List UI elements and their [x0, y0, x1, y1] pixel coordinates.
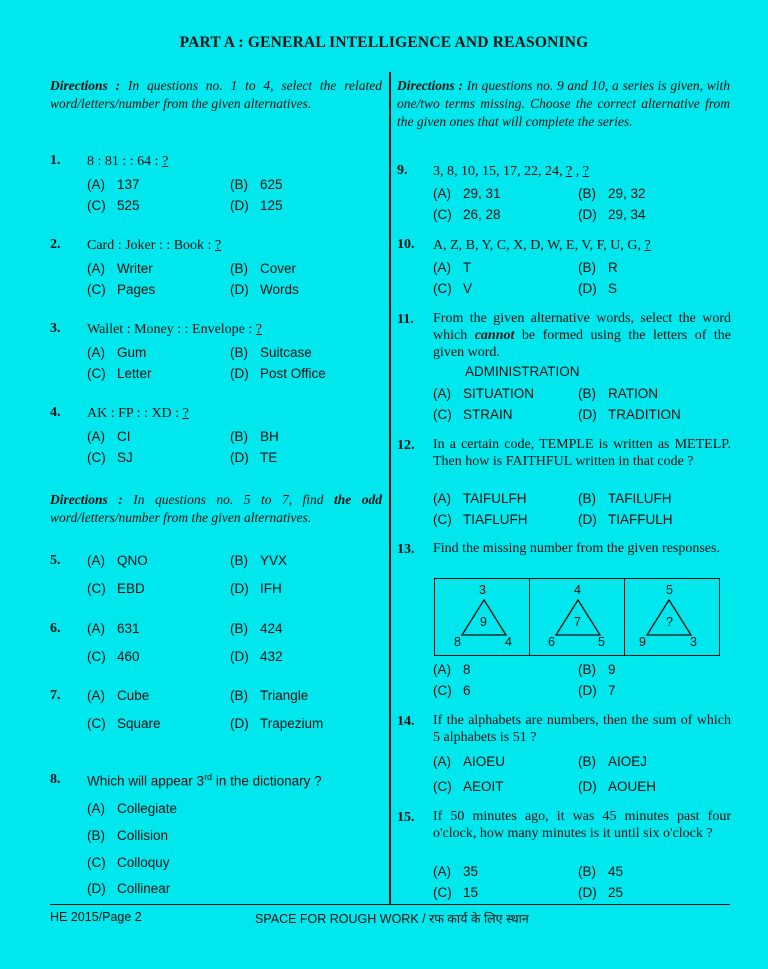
option-text: 460: [117, 649, 140, 664]
option-text: Colloquy: [117, 855, 170, 870]
option-label: (A): [433, 754, 451, 769]
option-c[interactable]: [433, 407, 513, 422]
rough-work-label: SPACE FOR ROUGH WORK / रफ कार्य के लिए स्थान: [255, 912, 529, 926]
question-number: 14.: [397, 714, 415, 729]
question-text: [87, 772, 322, 789]
option-label: (D): [230, 198, 249, 213]
option-label: (A): [433, 491, 451, 506]
option-text: Collinear: [117, 881, 171, 896]
question-text: In a certain code, TEMPLE is written as METELP. Then how is FAITHFUL written in that code ?: [433, 437, 731, 469]
option-c[interactable]: [433, 885, 478, 900]
answer-blank: ?: [255, 322, 262, 337]
option-text: AIOEU: [463, 754, 506, 769]
option-c[interactable]: [87, 282, 155, 297]
option-label: (A): [433, 386, 451, 401]
option-a[interactable]: [433, 754, 505, 769]
option-label: (D): [578, 281, 597, 296]
option-label: (A): [87, 177, 105, 192]
triangle-figures: [434, 578, 720, 656]
answer-blank: ?: [582, 164, 589, 179]
option-label: (C): [87, 198, 106, 213]
option-label: (D): [578, 207, 597, 222]
question-text: [433, 237, 651, 254]
option-label: (B): [230, 177, 248, 192]
option-d[interactable]: [230, 450, 277, 465]
option-text: Square: [117, 716, 161, 731]
option-a[interactable]: [433, 186, 501, 201]
option-c[interactable]: [87, 366, 152, 381]
option-b[interactable]: [230, 688, 308, 703]
option-text: 29, 32: [608, 186, 646, 201]
option-text: IFH: [260, 581, 282, 596]
option-label: (D): [578, 407, 597, 422]
option-label: (A): [87, 688, 105, 703]
option-c[interactable]: [433, 281, 472, 296]
option-text: TIAFFULH: [608, 512, 673, 527]
option-text: 125: [260, 198, 283, 213]
option-text: T: [463, 260, 472, 275]
option-a[interactable]: [87, 261, 153, 276]
option-label: (B): [230, 553, 248, 568]
option-text: V: [463, 281, 473, 296]
option-text: STRAIN: [463, 407, 513, 422]
option-text: 45: [608, 864, 624, 879]
figure-left-number: 6: [548, 635, 555, 649]
question-text: [87, 405, 189, 422]
option-text: Cover: [260, 261, 297, 276]
figure-2: [530, 579, 625, 655]
footer-rule: [50, 904, 730, 905]
option-text: TRADITION: [608, 407, 681, 422]
option-label: (B): [578, 662, 596, 677]
option-c[interactable]: [87, 716, 161, 731]
option-text: 25: [608, 885, 624, 900]
option-b[interactable]: [230, 621, 283, 636]
answer-blank: ?: [644, 238, 651, 253]
directions-label: Directions :: [50, 78, 121, 93]
option-text: TIAFLUFH: [463, 512, 528, 527]
directions-label: Directions :: [50, 492, 123, 507]
option-text: RATION: [608, 386, 658, 401]
option-label: (A): [433, 662, 451, 677]
option-c[interactable]: [433, 207, 501, 222]
option-b[interactable]: [578, 260, 618, 275]
question-number: 10.: [397, 237, 415, 252]
option-label: (B): [87, 828, 105, 843]
option-d[interactable]: [578, 407, 681, 422]
question-number: 1.: [50, 153, 61, 168]
option-text: 29, 31: [463, 186, 501, 201]
question-number: 3.: [50, 321, 61, 336]
question-number: 6.: [50, 621, 61, 636]
option-text: 8: [463, 662, 471, 677]
question-number: 4.: [50, 405, 61, 420]
option-label: (C): [87, 282, 106, 297]
option-b[interactable]: [230, 553, 287, 568]
option-label: (D): [578, 885, 597, 900]
option-label: (B): [230, 621, 248, 636]
directions-text: In questions no. 9 and 10, a series is given, with one/two terms missing. Choose the correct alternative from the given ones that will complete the series.: [397, 78, 730, 129]
option-a[interactable]: [433, 864, 478, 879]
option-label: (B): [578, 754, 596, 769]
option-label: (B): [578, 260, 596, 275]
answer-blank: ?: [566, 164, 573, 179]
question-stem: AK : FP : : XD :: [87, 406, 183, 421]
option-b[interactable]: [578, 491, 672, 506]
option-text: Trapezium: [260, 716, 324, 731]
question-stem: be formed using the letters of the given word.: [433, 328, 731, 360]
option-text: 29, 34: [608, 207, 646, 222]
question-number: 12.: [397, 438, 415, 453]
option-b[interactable]: [230, 429, 279, 444]
option-text: YVX: [260, 553, 288, 568]
answer-blank: ?: [182, 406, 189, 421]
option-d[interactable]: [230, 649, 283, 664]
figure-1: [435, 579, 530, 655]
question-number: 7.: [50, 688, 61, 703]
figure-center-number: 9: [480, 615, 487, 629]
option-b[interactable]: [230, 177, 283, 192]
option-b[interactable]: [230, 345, 312, 360]
option-label: (C): [433, 779, 452, 794]
option-label: (A): [87, 553, 105, 568]
option-label: (D): [230, 716, 249, 731]
option-label: (B): [578, 864, 596, 879]
option-text: SITUATION: [463, 386, 535, 401]
figure-left-number: 8: [454, 635, 461, 649]
option-label: (A): [87, 621, 105, 636]
option-label: (D): [230, 581, 249, 596]
option-a[interactable]: [433, 386, 534, 401]
option-label: (D): [230, 366, 249, 381]
option-text: 9: [608, 662, 616, 677]
question-text: Find the missing number from the given responses.: [433, 541, 720, 556]
option-text: 7: [608, 683, 616, 698]
option-text: Collegiate: [117, 801, 178, 816]
directions-label: Directions :: [397, 78, 463, 93]
option-text: Words: [260, 282, 299, 297]
option-text: TAIFULFH: [463, 491, 527, 506]
option-text: Suitcase: [260, 345, 312, 360]
option-label: (B): [230, 261, 248, 276]
question-stem: Wallet : Money : : Envelope :: [87, 322, 256, 337]
option-text: Letter: [117, 366, 152, 381]
option-b[interactable]: [87, 828, 168, 843]
directions-q5-7: [50, 491, 382, 527]
option-b[interactable]: [230, 261, 296, 276]
option-a[interactable]: [433, 260, 471, 275]
option-label: (C): [87, 716, 106, 731]
option-text: Cube: [117, 688, 150, 703]
option-text: TE: [260, 450, 278, 465]
column-divider: [389, 72, 391, 904]
option-text: 15: [463, 885, 479, 900]
option-label: (A): [87, 801, 105, 816]
page-title: PART A : GENERAL INTELLIGENCE AND REASONING: [179, 34, 589, 51]
option-b[interactable]: [578, 864, 623, 879]
figure-3: [625, 579, 719, 655]
option-d[interactable]: [578, 207, 646, 222]
option-b[interactable]: [578, 186, 646, 201]
option-label: (B): [230, 429, 248, 444]
question-text: [87, 321, 262, 338]
question-number: 11.: [397, 312, 414, 327]
option-c[interactable]: [87, 198, 140, 213]
option-c[interactable]: [433, 779, 504, 794]
question-stem: From the given alternative words, select the word which: [433, 311, 731, 343]
option-label: (C): [433, 281, 452, 296]
figure-right-number: 3: [690, 635, 697, 649]
figure-top-number: 3: [479, 583, 486, 597]
option-a[interactable]: [87, 345, 146, 360]
question-text: [87, 153, 168, 170]
question-number: 5.: [50, 553, 61, 568]
figure-top-number: 4: [574, 583, 581, 597]
option-d[interactable]: [87, 881, 170, 896]
option-text: QNO: [117, 553, 148, 568]
option-c[interactable]: [87, 649, 140, 664]
option-label: (D): [230, 450, 249, 465]
option-a[interactable]: [87, 177, 140, 192]
option-label: (C): [87, 366, 106, 381]
figure-right-number: 4: [505, 635, 512, 649]
figure-left-number: 9: [639, 635, 646, 649]
option-a[interactable]: [87, 429, 131, 444]
option-text: CI: [117, 429, 131, 444]
option-b[interactable]: [578, 754, 647, 769]
option-label: (D): [578, 779, 597, 794]
question-number: 2.: [50, 237, 61, 252]
option-c[interactable]: [433, 512, 528, 527]
option-text: AIOEJ: [608, 754, 648, 769]
option-text: 26, 28: [463, 207, 501, 222]
option-label: (A): [433, 260, 451, 275]
option-label: (C): [87, 649, 106, 664]
option-text: R: [608, 260, 618, 275]
answer-blank: ?: [162, 154, 169, 169]
option-text: 625: [260, 177, 283, 192]
option-d[interactable]: [230, 581, 282, 596]
option-text: Triangle: [260, 688, 309, 703]
directions-text: word/letters/number from the given alternatives.: [50, 510, 312, 525]
question-stem: Card : Joker : : Book :: [87, 238, 215, 253]
directions-q1-4: [50, 77, 382, 113]
option-label: (B): [578, 386, 596, 401]
option-text: 424: [260, 621, 283, 636]
option-text: 631: [117, 621, 140, 636]
separator: ,: [572, 164, 583, 179]
directions-emphasis: the odd: [334, 492, 383, 507]
option-a[interactable]: [87, 688, 149, 703]
option-b[interactable]: [578, 386, 658, 401]
directions-q9-10: [397, 77, 730, 131]
option-d[interactable]: [578, 683, 616, 698]
option-text: S: [608, 281, 618, 296]
option-label: (B): [230, 345, 248, 360]
option-text: AOUEH: [608, 779, 657, 794]
option-text: SJ: [117, 450, 133, 465]
question-stem: 8 : 81 : : 64 :: [87, 154, 163, 169]
option-label: (D): [230, 649, 249, 664]
option-label: (C): [87, 581, 106, 596]
option-label: (A): [433, 186, 451, 201]
option-d[interactable]: [230, 282, 299, 297]
question-number: 13.: [397, 542, 415, 557]
option-label: (D): [230, 282, 249, 297]
option-b[interactable]: [578, 662, 616, 677]
question-text: If the alphabets are numbers, then the sum of which 5 alphabets is 51 ?: [433, 713, 731, 745]
directions-text: In questions no. 5 to 7, find: [133, 492, 335, 507]
option-d[interactable]: [230, 716, 323, 731]
question-emphasis: cannot: [474, 328, 515, 343]
question-stem: A, Z, B, Y, C, X, D, W, E, V, F, U, G,: [433, 238, 645, 253]
option-label: (C): [433, 683, 452, 698]
option-label: (C): [433, 207, 452, 222]
option-text: 432: [260, 649, 283, 664]
question-text: If 50 minutes ago, it was 45 minutes past four o'clock, how many minutes is it until six o'clock ?: [433, 809, 731, 841]
figure-center-number: 7: [574, 615, 581, 629]
option-label: (A): [87, 345, 105, 360]
question-number: 9.: [397, 163, 408, 178]
question-text: [433, 310, 731, 361]
figure-top-number: 5: [666, 583, 673, 597]
option-c[interactable]: [87, 450, 133, 465]
given-word: ADMINISTRATION: [465, 364, 580, 379]
option-a[interactable]: [433, 662, 471, 677]
option-label: (D): [578, 683, 597, 698]
option-text: Gum: [117, 345, 147, 360]
option-text: Pages: [117, 282, 156, 297]
question-stem: Which will appear 3: [87, 773, 205, 789]
page-footer-number: HE 2015/Page 2: [50, 910, 142, 924]
question-text: [433, 163, 589, 180]
question-stem: 3, 8, 10, 15, 17, 22, 24,: [433, 164, 566, 179]
option-text: Collision: [117, 828, 169, 843]
option-text: TAFILUFH: [608, 491, 672, 506]
option-label: (B): [578, 186, 596, 201]
option-text: 137: [117, 177, 140, 192]
option-text: AEOIT: [463, 779, 504, 794]
option-d[interactable]: [578, 779, 656, 794]
option-a[interactable]: [433, 491, 527, 506]
option-label: (C): [87, 855, 106, 870]
option-text: 35: [463, 864, 479, 879]
option-c[interactable]: [87, 855, 170, 870]
option-label: (B): [578, 491, 596, 506]
directions-text: In questions no. 1 to 4, select the related word/letters/number from the given alternatives.: [50, 78, 382, 111]
option-label: (A): [87, 261, 105, 276]
question-stem: in the dictionary ?: [212, 773, 322, 789]
option-c[interactable]: [433, 683, 471, 698]
ordinal-suffix: rd: [204, 772, 213, 782]
option-label: (C): [87, 450, 106, 465]
option-label: (B): [230, 688, 248, 703]
option-label: (A): [87, 429, 105, 444]
option-a[interactable]: [87, 801, 177, 816]
option-label: (C): [433, 512, 452, 527]
option-text: Post Office: [260, 366, 326, 381]
option-text: 525: [117, 198, 140, 213]
answer-blank: ?: [214, 238, 222, 253]
option-d[interactable]: [578, 281, 617, 296]
option-d[interactable]: [230, 198, 283, 213]
option-d[interactable]: [578, 885, 623, 900]
option-text: 6: [463, 683, 471, 698]
option-label: (C): [433, 885, 452, 900]
option-d[interactable]: [230, 366, 326, 381]
figure-center-number: ?: [666, 615, 673, 629]
figure-right-number: 5: [598, 635, 605, 649]
option-a[interactable]: [87, 621, 140, 636]
option-d[interactable]: [578, 512, 673, 527]
question-text: [87, 237, 221, 254]
question-number: 15.: [397, 810, 415, 825]
option-text: BH: [260, 429, 279, 444]
option-text: Writer: [117, 261, 153, 276]
option-text: EBD: [117, 581, 145, 596]
option-label: (C): [433, 407, 452, 422]
option-label: (D): [578, 512, 597, 527]
option-a[interactable]: [87, 553, 148, 568]
option-label: (A): [433, 864, 451, 879]
option-c[interactable]: [87, 581, 145, 596]
question-number: 8.: [50, 772, 61, 787]
option-label: (D): [87, 881, 106, 896]
